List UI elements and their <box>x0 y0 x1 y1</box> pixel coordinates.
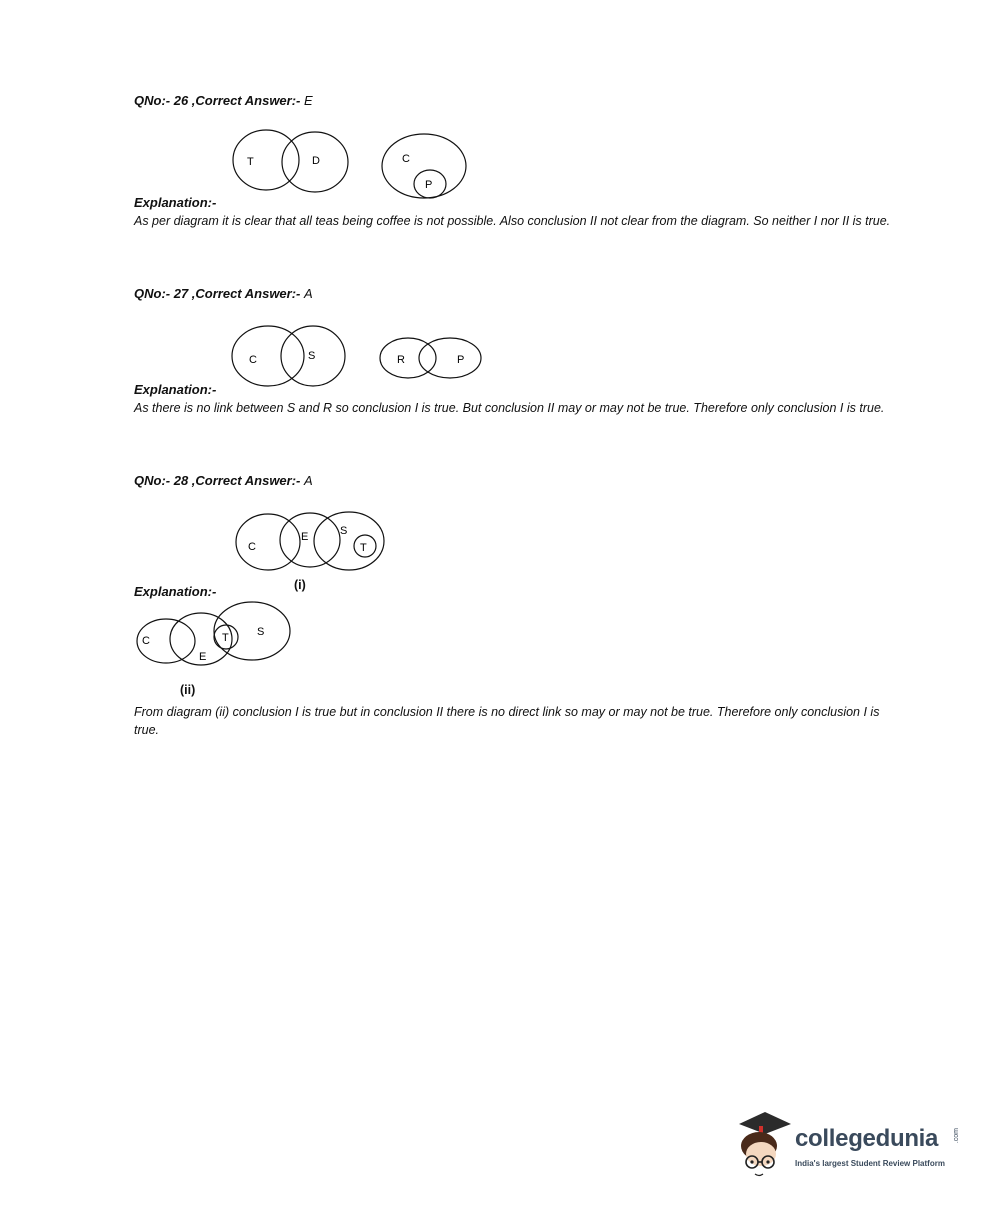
venn-circle-e <box>280 513 340 567</box>
q28-diagram-i-caption: (i) <box>294 578 306 592</box>
q28-heading: QNo:- 28 ,Correct Answer:- A <box>134 473 313 488</box>
venn-label: P <box>425 179 433 191</box>
venn-label: C <box>402 153 410 165</box>
venn-label: S <box>340 525 348 537</box>
q26-explanation-title: Explanation:- <box>134 195 217 210</box>
q28-explanation-text: From diagram (ii) conclusion I is true but in conclusion II there is no direct link so may or may not be true. Therefore only conclusion I is true. <box>134 705 880 737</box>
venn-circle-p <box>419 338 481 378</box>
venn-circle-s <box>214 602 290 660</box>
venn-label: T <box>360 542 367 554</box>
venn-circle-c <box>382 134 466 198</box>
brand-com: .com <box>953 1128 960 1144</box>
venn-label: S <box>308 350 316 362</box>
venn-label: D <box>312 155 320 167</box>
q28-venn-diagram-ii <box>132 597 297 669</box>
venn-circle-s <box>314 512 384 570</box>
collegedunia-mascot-icon <box>735 1108 793 1178</box>
venn-label: C <box>142 635 150 647</box>
q27-venn-diagram <box>228 322 493 388</box>
venn-label: E <box>199 651 207 663</box>
q28-diagram-ii-caption: (ii) <box>180 683 196 697</box>
q28-venn-diagram-i <box>232 510 392 572</box>
q26-heading: QNo:- 26 ,Correct Answer:- E <box>134 93 313 108</box>
q27-answer: A <box>304 286 313 301</box>
q26-explanation-text: As per diagram it is clear that all teas being coffee is not possible. Also conclusion II not clear from the diagram. So neither I nor II is true. <box>134 214 891 228</box>
venn-label: R <box>397 354 405 366</box>
venn-label: S <box>257 626 265 638</box>
q26-venn-diagram <box>228 128 478 200</box>
brand-name: collegedunia <box>795 1125 939 1152</box>
venn-label: C <box>248 541 256 553</box>
q26-answer: E <box>304 93 313 108</box>
q27-explanation-text: As there is no link between S and R so conclusion I is true. But conclusion II may or may not be true. Therefore only conclusion I is true. <box>134 401 885 415</box>
venn-circle-c <box>236 514 300 570</box>
q27-heading: QNo:- 27 ,Correct Answer:- A <box>134 286 313 301</box>
q28-answer: A <box>304 473 313 488</box>
q27-explanation-title: Explanation:- <box>134 382 217 397</box>
venn-label: C <box>249 354 257 366</box>
venn-label: T <box>247 156 254 168</box>
venn-label: T <box>222 632 229 644</box>
venn-label: E <box>301 531 309 543</box>
brand-tagline: India's largest Student Review Platform <box>795 1159 945 1168</box>
venn-label: P <box>457 354 465 366</box>
venn-circle-c <box>232 326 304 386</box>
q28-explanation-title: Explanation:- <box>134 584 217 599</box>
